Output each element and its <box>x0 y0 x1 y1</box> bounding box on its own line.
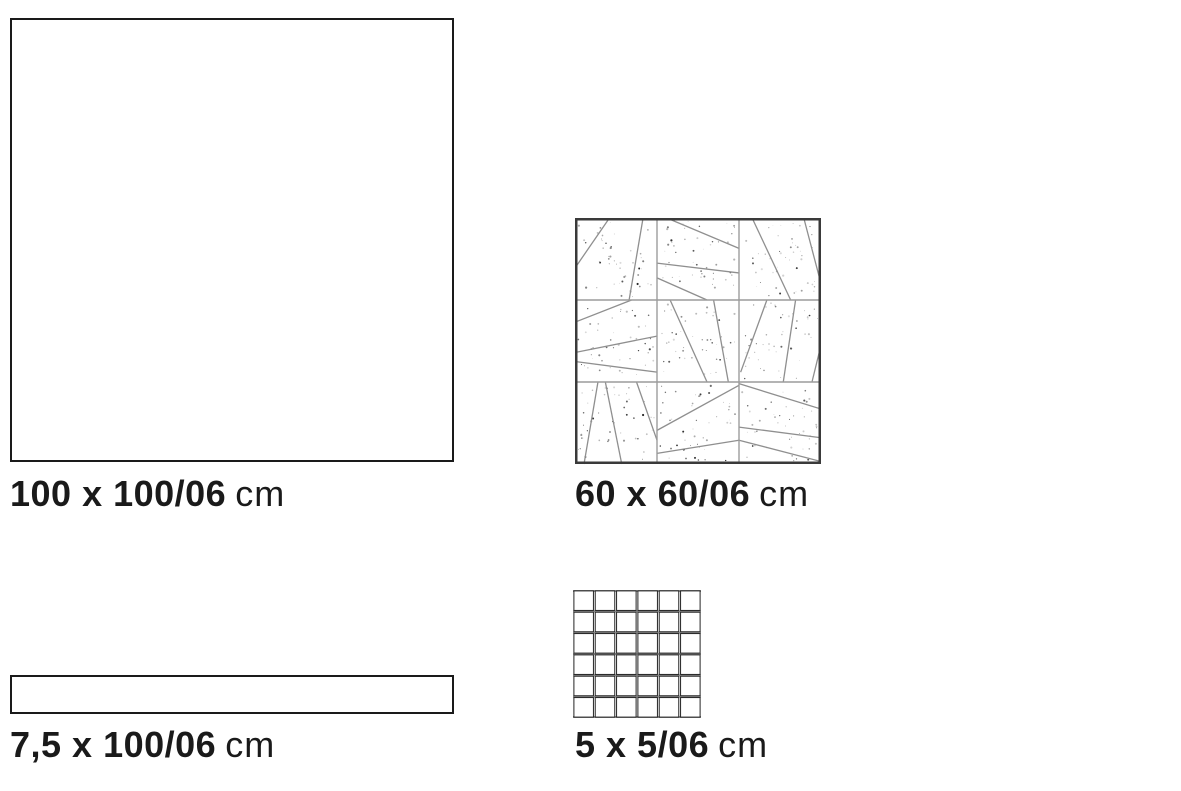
size-label-60x60 <box>575 474 809 514</box>
unit-text-100x100: cm <box>235 473 286 514</box>
unit-text-60x60: cm <box>759 473 810 514</box>
mosaic-grid-svg <box>573 590 701 718</box>
unit-text-7-5x100: cm <box>225 724 276 765</box>
size-text-100x100: 100 x 100/06 <box>10 473 227 514</box>
size-label-7-5x100 <box>10 725 275 765</box>
size-label-100x100 <box>10 474 285 514</box>
size-label-5x5 <box>575 725 768 765</box>
size-text-60x60: 60 x 60/06 <box>575 473 751 514</box>
unit-text-5x5: cm <box>718 724 769 765</box>
size-text-5x5: 5 x 5/06 <box>575 724 710 765</box>
tile-7-5x100-swatch <box>10 675 454 714</box>
size-text-7-5x100: 7,5 x 100/06 <box>10 724 217 765</box>
tile-60x60-swatch <box>575 218 821 466</box>
deco-pattern-svg <box>575 218 821 466</box>
tile-5x5-mosaic-swatch <box>573 590 701 718</box>
tile-100x100-swatch <box>10 18 454 462</box>
